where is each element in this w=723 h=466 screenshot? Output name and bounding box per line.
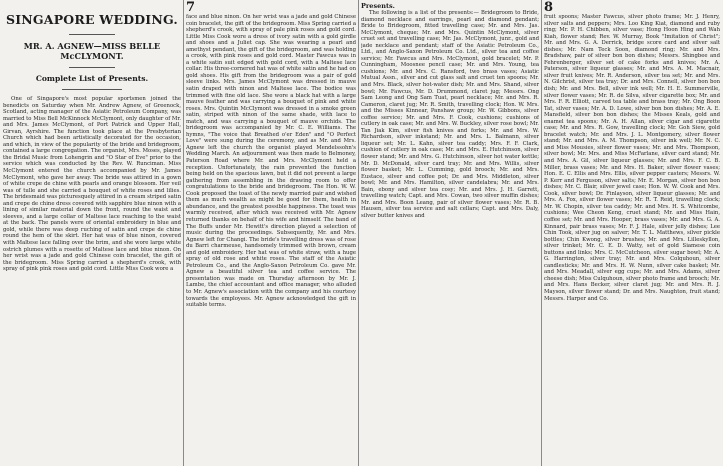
column-divider: [541, 0, 542, 466]
presents-list-heading: Complete List of Presents.: [35, 74, 149, 83]
presents-list-text: The following is a list of the presents:— Bridegroom to Bride, diamond necklace and earrings, pearl and diamond pendant; Bride to Bridegroom, fitted travelling case; Mr. and Mrs. Jas. McClymont, cheque; Mr. and Mrs. Quintin McClymont, silver cruet set and travelling case; Mr. Jas. McClymont, junr., gold and jade necklace and pendant; staff of the Asiatic Petroleum Co., Ltd., and Anglo-Saxon Petroleum Co. Ltd., silver tea and coffee service; Mr. Fawcus and Mrs. McClymont, gold bracelet; Mr. P. Cunningham, Moosnee pencil case; Mr. and Mrs. Young, tea cushions; Mr. and Mrs. C. Ransford, two brass vases; Asiatic Mutual Assn., silver and cut glass salt and cruet ten spoons; Mr. and Mrs. Black, silver hot-water dish; Mr. and Mrs. Shand, silver bowl; Mr. Fawcus, Mr. D. Drummond, claret jug; Messrs. Ong Sam Leong and Ong Sam Tuat, pearl necklace; Mr. and Mrs. R. Cameron, claret jug; Mr. R. Smith, travelling clock; Hon. W. Mrs. and the Misses Kinnear, Panshaw group; Mr. W. Gibbons, silver coffee service; Mr. and Mrs. F. Cook, cushions; cushions of cutlery in oak case; Mr. and Mrs. W. Buckley, silver rose bowl; Mr. Tan Jiak Kim, silver fish knives and forks; Mr. and Mrs. W. Richardson, silver inkstand; Mr. and Mrs. L. Balmann, silver liqueur set; Mr. L. Kahn, silver tea caddy; Mrs. F. F. Clark, cushion of cutlery in oak case; Mr. and Mrs. E. Hutchinson, silver flower stand; Mr. and Mrs. G. Hutchinson, silver hot water kettle; Mr. D. McDonald, silver card tray; Mr. and Mrs. Willis, silver flower basket; Mr. L. Cumming, gold brooch; Mr. and Mrs. Eustace, silver and coffee pot; Dr. and Mrs. Middleton, silver bowl; Mr. and Mrs. Hamilton, silver candelabra; Mr. and Mrs. Bain, ebony and silver tea cosy; Mr. and Mrs. J. H. Garrett, travelling watch; Capt. and Mrs. Cowan, two silver muffin dishes; Mr. and Mrs. Boon Leang, pair of silver flower vases; Mr. R. B. Hausen, silver tea service and salt cellars; Capt. and Mrs. Daly, silver butter knives and: [361, 10, 539, 219]
article-subhead: MR. A. AGNEW—MISS BELLE McCLYMONT.: [23, 41, 161, 61]
article-headline: SINGAPORE WEDDING.: [6, 12, 178, 27]
column-divider: [183, 0, 184, 466]
presents-heading: Presents.: [361, 2, 395, 10]
article-column-3: [361, 2, 539, 464]
column-divider: [358, 0, 359, 466]
presents-list-text: fruit spoons; Master Fawcus, silver photo frame; Mr. J. Henry, silver salts and peppers; Mrs. Loo King Kiat, diamond and ruby ring; Mr. P. H. Chibben, silver vase; Hong Hoon Hing and Wah Kiah, flower stand; Rev. W. Murray, Book "Imitation of Christ"; Mr. and Mrs. G. A. Derrick, bridge score card and silver salt dishes; Mr. Nam Teck Soon, diamond ring; Mr. and Mrs. Bradshaw, pair of silver bon bon dishes; Messrs. Shingbee and Fehrenberger, silver set of cake forks and knives; Mr. A. Paterson, silver liqueur glasses; Mr. and Mrs. A. M. Macnair, silver fruit knives; Mr. R. Anderson, silver tea set; Mr. and Mrs. N. Gilchrist, silver tea tray; Dr. and Mrs. Connell, silver bon bon dish; Mr. and Mrs. Bell, silver ink well; Mr. H. E. Summerville, silver flower vases; Mr. R. de Silva, silver cigarette box; Mr. and Mrs. F. R. Elliott, carved tea table and brass tray; Mr. Ong Boon Tat, silver vases; Mr. A. D. Lowe, silver bon bon dishes; Mr. A. E. Mansfield, silver bon bon dishes; the Misses Keals, gold and enamel tea spoons; Mr. A. H. Allan, silver cigar and cigarette case; Mr. and Mrs. R. Gow, travelling clock; Mr. Goh Siew, gold bracelet watch; Mr. and Mrs. J. L. Montgomery, silver flower stand; Mr. and Mrs. A. M. Thompson, silver ink well; Mr. N. C. and Miss Mousies, silver flower vases; Mr. and Mrs. Thompson, silver bowl; Mr. Mrs. and Miss McFarlane, silver card stand; Mr. and Mrs. A. Gil, silver liqueur glasses; Mr. and Mrs. F. C. B. Miller, brass vases; Mr. and Mrs. H. Baker, silver flower vases; Hon. E. C. Ellis and Mrs. Ellis, silver pepper casters; Messrs. W. P. Kerr and Ferguson, silver salts; Mr. E. Morgan, silver bon bon dishes; Mr. C. Blair, silver jewel case; Hon. W. W. Cook and Mrs. Cook, silver bowl; Dr. Finlayson, silver liqueur glasses; Mr. and Mrs. A. Fox, silver flower vases; Mr. R. T. Reid, travelling clock; Mr. W. Chopin, silver tea caddy; Mr. and Mrs. H. S. Whitcombe, cushions; Wee Cheon Keng, cruet stand; Mr. and Miss Hain, coffee set; Mr. and Mrs. Hooper, brass vases; Mr. and Mrs. G. A. Kinnard, pair brass vases; Mr. F. J. Hale, silver jelly dishes; Lee Chin Took, silver jug on salver; Mr. T. L. Matthews, silver pickle bottles; Chin Kwong, silver brushes; Mr. and Mrs. Lilleskyllon, silver trinket; Mr. C. E. D. Watty, set of gold Siamese coin buttons and links; Mrs. C. McCutcheon, silver sugar bowl; Mr. A. G. Harrington, silver tray; Mr. and Mrs. Colquhoun, silver candlesticks; Mr. and Mrs. H. W. Nunn, silver cake basket; Mr. and Mrs. Meadall, silver egg cups; Mr. and Mrs. Adams, silver cheese dish; Miss Culquhoun, silver photo frame and brooch; Mr. and Mrs. Hans Becker, silver claret jug; Mr. and Mrs. R. J. Mayson, silver flower stand; Dr. and Mrs. Naughton, fruit stand; Messrs. Harper and Co.: [544, 14, 720, 302]
subhead-rule: [69, 67, 115, 68]
headline-rule: [69, 34, 115, 35]
article-column-4: [544, 14, 720, 466]
article-body-text: face and blue ninon. On her wrist was a jade and gold Chinese coin bracelet, the gift of the bridegroom. Miss Spring carried a shepherd's crook, with spray of pale pink roses and gold cord. Little Miss Cook wore a dress of ivory satin with a gold girdle and shoes and a Juliet cap. She was wearing a pearl and amethyst pendant, the gift of the bridegroom, and was holding a crook, with pink roses and gold cord. Master Fawcus was in a white satin suit edged with gold cord, with a Maltese lace collar. His three-cornered hat was of white satin and he had on gold shoes. His gift from the bridegroom was a pair of gold sleeve links. Mrs. James McClymont was dressed in mauve satin draped with ninon and Maltese lace. The bodice was trimmed with fine old lace. She wore a black hat with a large mauve feather and was carrying a bouquet of pink and white roses. Mrs. Quintin McClymont was dressed in a smoke green satin, striped with ninon of the same shade, with lace to match, and was carrying a bouquet of mauve orchids. The bridegroom was accompanied by Mr. C. E. Williams. The hymns, "The voice that Breathed o'er Eden" and "O Perfect Love" were sung during the ceremony, and as Mr. and Mrs. Agnew left the church the organist played Mendelssohn's Wedding March. An adjournment was then made to Belmoney, Paterson Road where Mr. and Mrs. McClymont held a reception. Unfortunately, the rain prevented the function being held on the spacious lawn, but it did not prevent a large gathering from assembling in the drawing room to offer congratulations to the bride and bridegroom. The Hon. W. W. Cook proposed the toast of the newly married pair and wished them as much wealth as might be good for them, health in abundance, and the greatest possible happiness. The toast was warmly received, after which was received with Mr. Agnew returned thanks on behalf of his wife and himself. The band of The Buffs under Mr. Hewitt's direction played a selection of music during the proceedings. Subsequently, Mr. and Mrs. Agnew left for Changi. The bride's travelling dress was of rose du Barri charmeuse, handsomely trimmed with brown, cream and gold embroidery. Her hat was of white straw, with a huge spray of old rose and white roses. The staff of the Asiatic Petroleum Co., and the Anglo-Saxon Petroleum Co. gave Mr. Agnew a beautiful silver tea and coffee service. The presentation was made on Thursday afternoon by Mr. J. Lambe, the chief accountant and office manager, who alluded to Mr. Agnew's association with the company and his courtesy towards the employees. Mr. Agnew acknowledged the gift in suitable terms.: [186, 14, 356, 309]
page-number: 8: [544, 0, 554, 15]
article-body-text: One of Singapore's most popular sportsmen joined the benedicts on Saturday when Mr. Andrew Agnew, of Greenock, Scotland, acting manager of the Asiatic Petroleum Company, was married to Miss Bell McKinnock McClymont, only daughter of Mr. and Mrs. James McClymont, of Port Patrick and Upper Hall, Girvan, Ayrshire. The function took place at the Presbyterian Church which had been artistically decorated for the occasion, and which, in view of the popularity of the bride and bridegroom, contained a large congregation. The organist, Mrs. Moses, played the Bridal Music from Lohengrin and "O Star of Eve" prior to the service which was conducted by the Rev. W. Runciman. Miss McClymont entered the church accompanied by Mr. James McClymont, who gave her away. The bride was attired in a gown of white crepe de chine with pearls and orange blossom. Her veil was of tulle and she carried a bouquet of white roses and lilies. The bridesmaid was picturesquely attired in a cream striped satin and crepe de chine dress covered with sapphire blue ninon with a lining of similar material down the front, round the waist and sleeves, and a large collar of Maltese lace reaching to the waist at the back. The panels were of oriental embroidery in blue and gold, while there was deep ruching of satin and crepe de chine round the hem of the skirt. Her hat was of blue ninon, covered with Maltese lace falling over the brim, and she wore large white ostrich plumes with a rosette of Maltese lace and blue ninon. On her wrist was a jade and gold Chinese coin bracelet, the gift of the bridegroom. Miss Spring carried a shepherd's crook, with spray of pink pink roses and gold cord. Little Miss Cook wore a: [3, 96, 181, 273]
page-number: 7: [186, 0, 196, 15]
article-column-1: [3, 2, 181, 464]
article-column-2: [186, 14, 356, 466]
list-heading-rule: [62, 89, 122, 90]
